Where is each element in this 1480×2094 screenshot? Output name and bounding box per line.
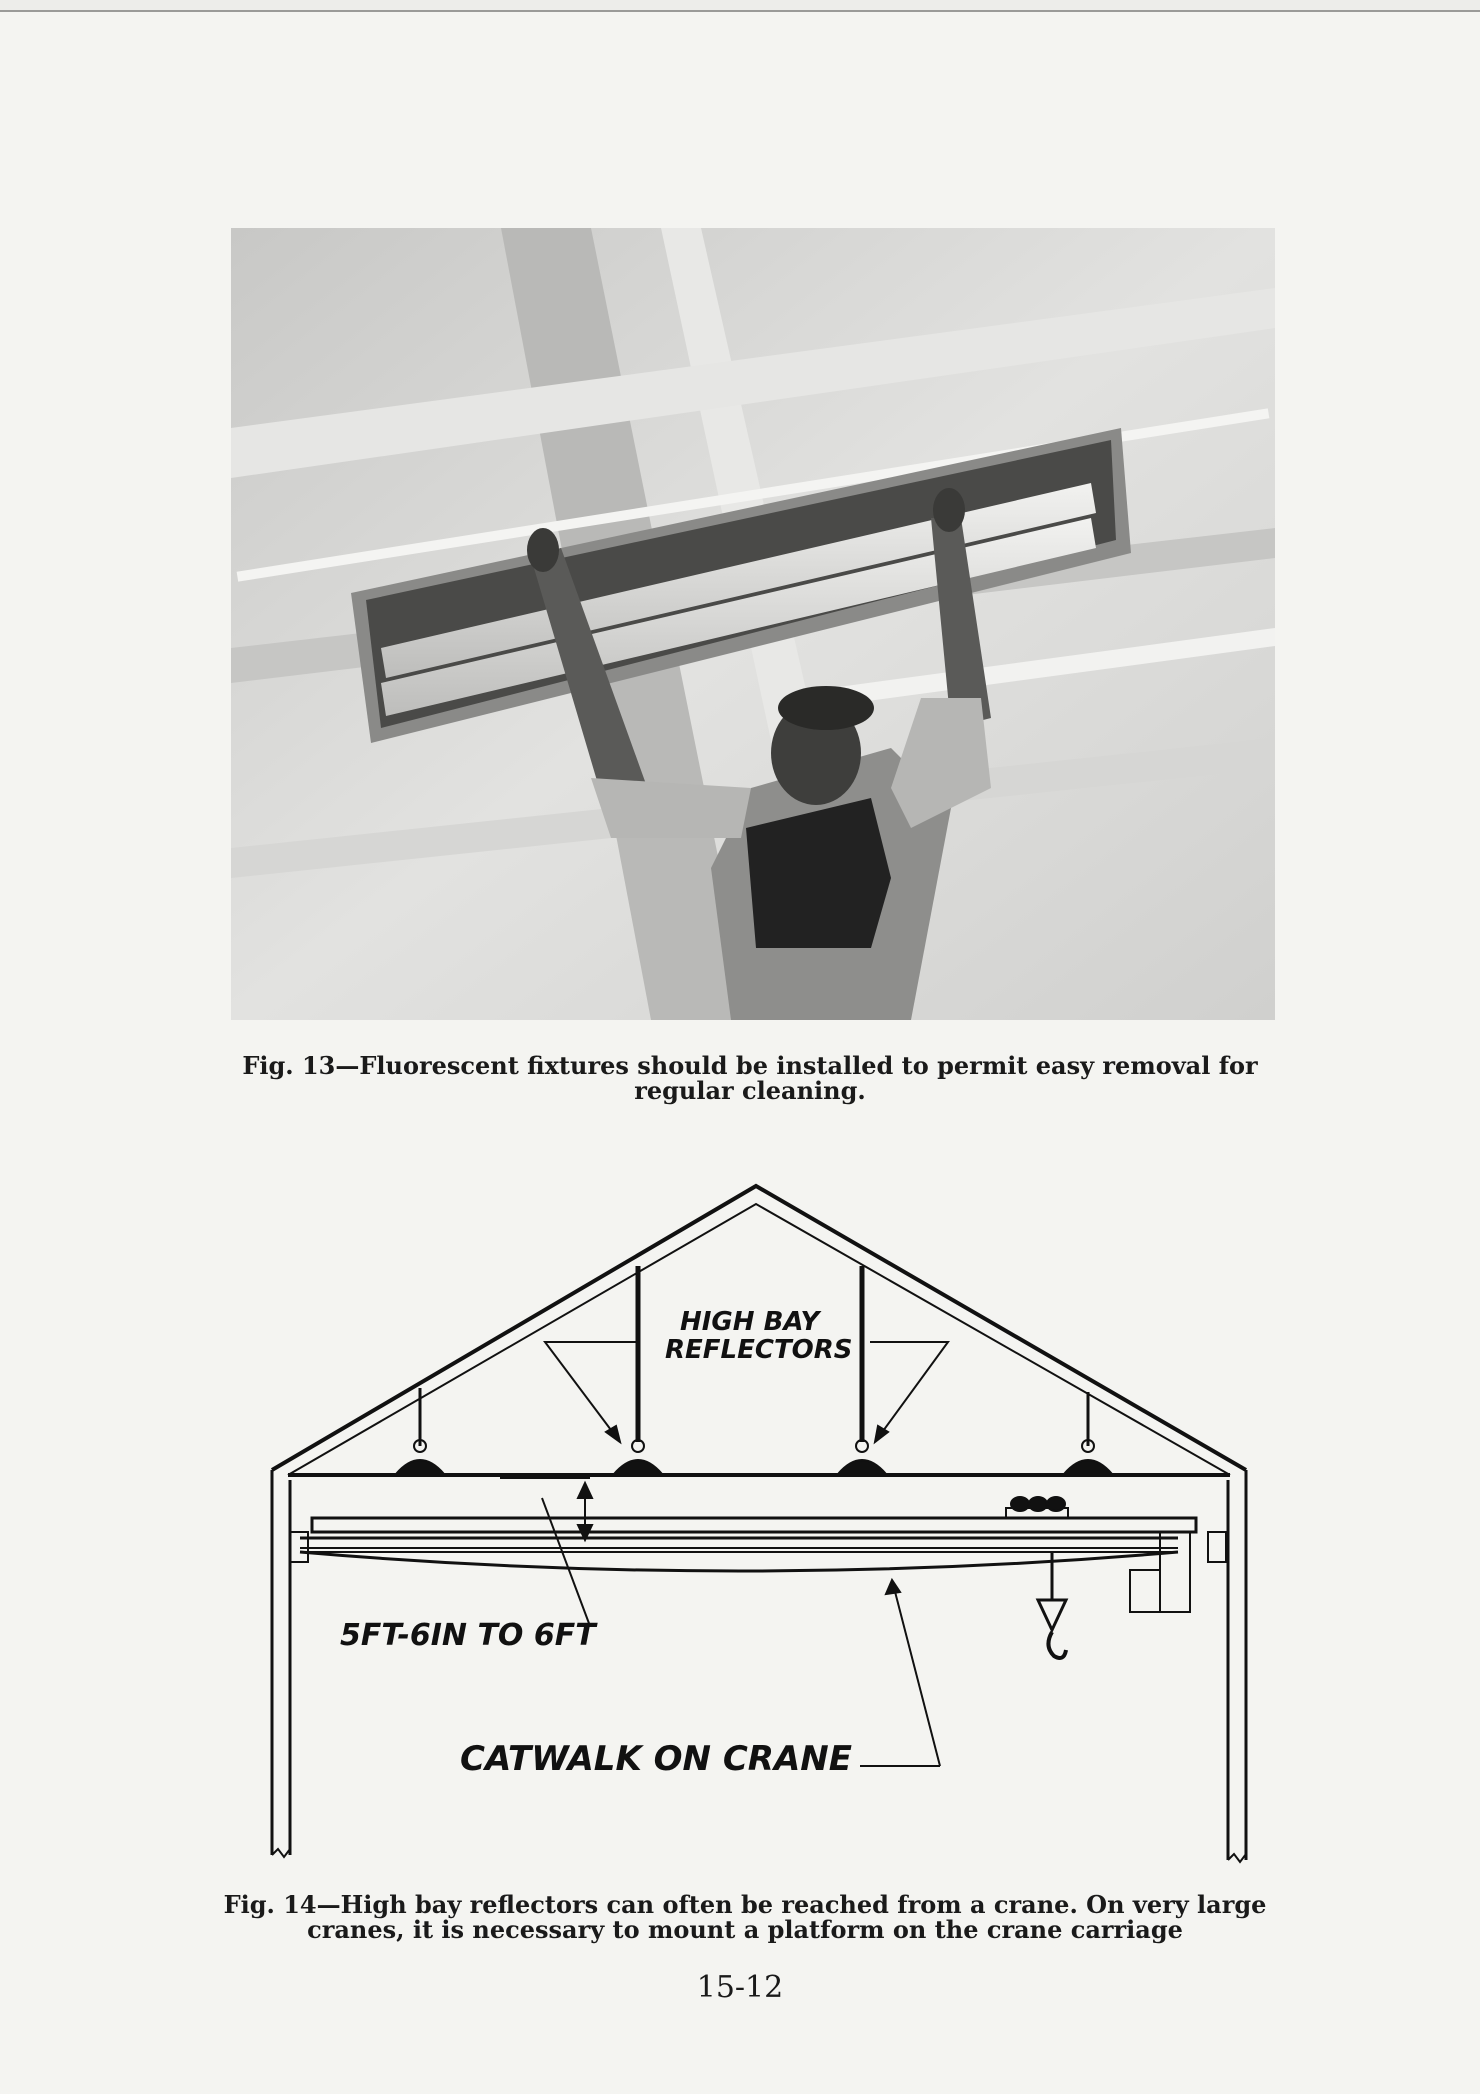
label-high-bay-line-2: REFLECTORS: [665, 1335, 853, 1365]
figure-13-caption-line-2: regular cleaning.: [634, 1076, 866, 1105]
figure-14-diagram: [260, 1180, 1260, 1880]
figure-14-caption: [205, 1892, 1285, 1942]
figure-14-caption-line-2: cranes, it is necessary to mount a platform on the crane carriage: [307, 1915, 1183, 1944]
label-dimension: 5FT-6IN TO 6FT: [340, 1618, 596, 1653]
label-high-bay-line-1: HIGH BAY: [680, 1307, 820, 1337]
page-number: 15-12: [696, 1970, 784, 2005]
figure-13-photo: [231, 228, 1275, 1020]
figure-13-caption: [220, 1053, 1280, 1103]
figure-13-caption-line-1: Fig. 13—Fluorescent fixtures should be installed to permit easy removal for: [242, 1051, 1258, 1080]
label-catwalk: CATWALK ON CRANE: [460, 1739, 852, 1779]
page-top-rule: [0, 0, 1480, 12]
figure-14-caption-line-1: Fig. 14—High bay reflectors can often be reached from a crane. On very large: [223, 1890, 1267, 1919]
